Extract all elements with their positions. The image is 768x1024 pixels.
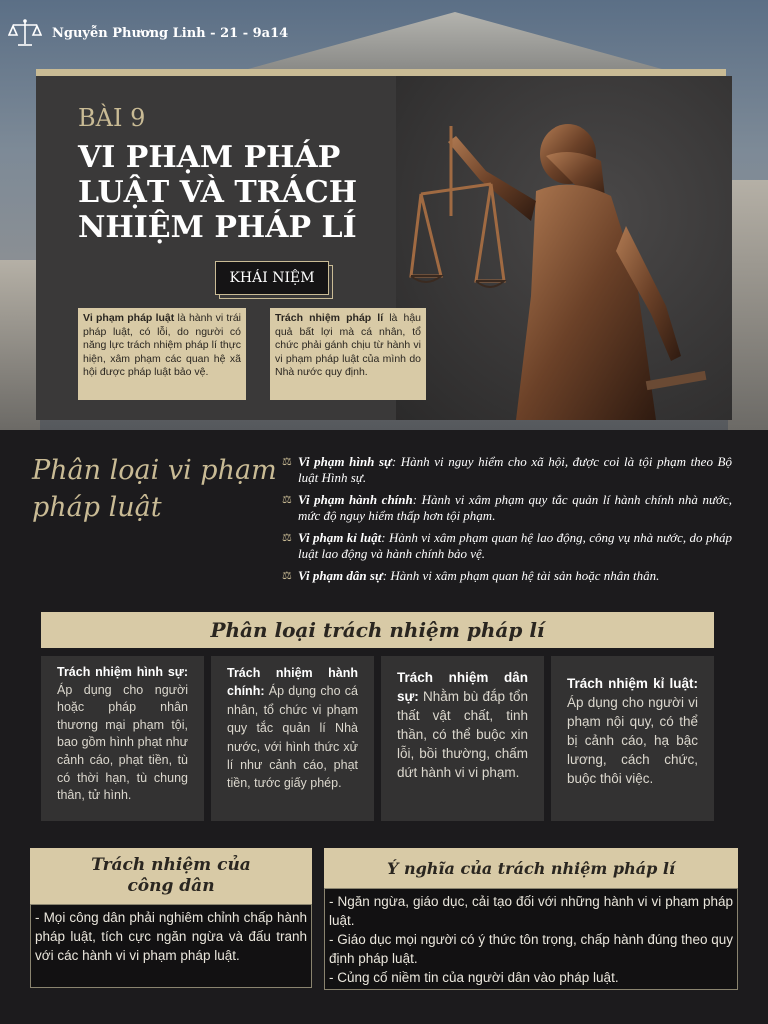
list-item	[282, 492, 732, 523]
item-text: : Hành vi xâm phạm quan hệ lao động, công vụ nhà nước, do pháp luật lao động và hành chính bảo vệ.	[298, 530, 732, 561]
card-text: Áp dụng cho cá nhân, tổ chức vi phạm quy tắc quản lí Nhà nước, với hình thức xử lí như cảnh cáo, phạt tiền, tước giấy phép.	[227, 684, 358, 791]
definition-term: Trách nhiệm pháp lí	[275, 312, 384, 324]
lady-justice-statue-icon	[396, 76, 732, 420]
card-administrative	[211, 656, 374, 821]
card-term: Trách nhiệm kỉ luật:	[567, 676, 698, 691]
item-term: Vi phạm hành chính	[298, 492, 413, 507]
lesson-number: BÀI 9	[78, 104, 146, 132]
card-term: Trách nhiệm hình sự:	[57, 665, 188, 679]
card-term: Trách nhiệm hành chính:	[227, 666, 358, 699]
citizen-title	[30, 848, 312, 904]
list-item	[282, 454, 732, 485]
list-item: - Ngăn ngừa, giáo dục, cải tạo đối với những hành vi vi phạm pháp luật.	[329, 894, 733, 928]
scales-icon: ⚖	[282, 570, 292, 582]
violations-title: Phân loại vi phạm pháp luật	[32, 455, 277, 523]
list-item	[282, 530, 732, 561]
card-text: Áp dụng cho người vi phạm nội quy, có thể bị cảnh cáo, hạ bậc lương, cách chức, buộc thôi việc.	[567, 695, 698, 786]
scales-icon: ⚖	[282, 532, 292, 544]
definition-text: là hậu quả bất lợi mà cá nhân, tổ chức phải gánh chịu từ hành vi vi phạm pháp luật của mình do Nhà nước quy định.	[275, 312, 421, 378]
item-text: : Hành vi xâm phạm quan hệ tài sản hoặc nhân thân.	[382, 568, 660, 583]
concept-label: KHÁI NIỆM	[215, 261, 329, 295]
item-term: Vi phạm dân sự	[298, 568, 383, 583]
definition-term: Vi phạm pháp luật	[83, 312, 175, 324]
header	[8, 18, 288, 48]
definition-text: là hành vi trái pháp luật, có lỗi, do người có năng lực trách nhiệm pháp lí thực hiện, xâm phạm các quan hệ xã hội được pháp luật bảo vệ.	[83, 312, 242, 378]
card-term: Trách nhiệm dân sự:	[397, 670, 528, 704]
building-right	[728, 180, 768, 430]
scales-of-justice-icon	[8, 18, 42, 48]
hero-accent-bar	[36, 69, 726, 76]
citizen-text: - Mọi công dân phải nghiêm chỉnh chấp hành pháp luật, tích cực ngăn ngừa và đấu tranh với các hành vi vi phạm pháp luật.	[30, 904, 312, 988]
list-item: - Giáo dục mọi người có ý thức tôn trọng, chấp hành đúng theo quy định pháp luật.	[329, 932, 733, 966]
list-item: - Củng cố niềm tin của người dân vào pháp luật.	[329, 970, 619, 985]
responsibilities-title: Phân loại trách nhiệm pháp lí	[41, 612, 714, 648]
scales-icon: ⚖	[282, 494, 292, 506]
scales-icon: ⚖	[282, 456, 292, 468]
definition-violation	[78, 308, 246, 400]
item-term: Vi phạm kỉ luật	[298, 530, 382, 545]
list-item	[282, 568, 732, 585]
violations-list	[282, 454, 732, 592]
card-criminal	[41, 656, 204, 821]
item-text: : Hành vi xâm phạm quy tắc quản lí hành chính nhà nước, mức độ nguy hiểm thấp hơn tội phạm.	[298, 492, 733, 523]
building-left	[0, 260, 40, 430]
card-text: Nhằm bù đắp tổn thất vật chất, tinh thần, có thể buộc xin lỗi, bồi thường, chấm dứt hành vi vi phạm.	[397, 689, 528, 780]
meaning-title: Ý nghĩa của trách nhiệm pháp lí	[324, 848, 738, 888]
citizen-title-text: Trách nhiệm của công dân	[91, 855, 251, 896]
page-title: VI PHẠM PHÁP LUẬT VÀ TRÁCH NHIỆM PHÁP LÍ	[78, 140, 358, 245]
card-text: Áp dụng cho người hoặc pháp nhân thương mại phạm tội, bao gồm hình phạt như cảnh cáo, phạt tiền, tù có thời hạn, tù chung thân, tử hình.	[57, 682, 188, 803]
meaning-list	[324, 888, 738, 990]
author-name: Nguyễn Phương Linh - 21 - 9a14	[52, 25, 289, 41]
card-civil	[381, 656, 544, 821]
item-text: : Hành vi nguy hiểm cho xã hội, được coi là tội phạm theo Bộ luật Hình sự.	[298, 454, 732, 485]
card-disciplinary	[551, 656, 714, 821]
item-term: Vi phạm hình sự	[298, 454, 392, 469]
definition-responsibility	[270, 308, 426, 400]
